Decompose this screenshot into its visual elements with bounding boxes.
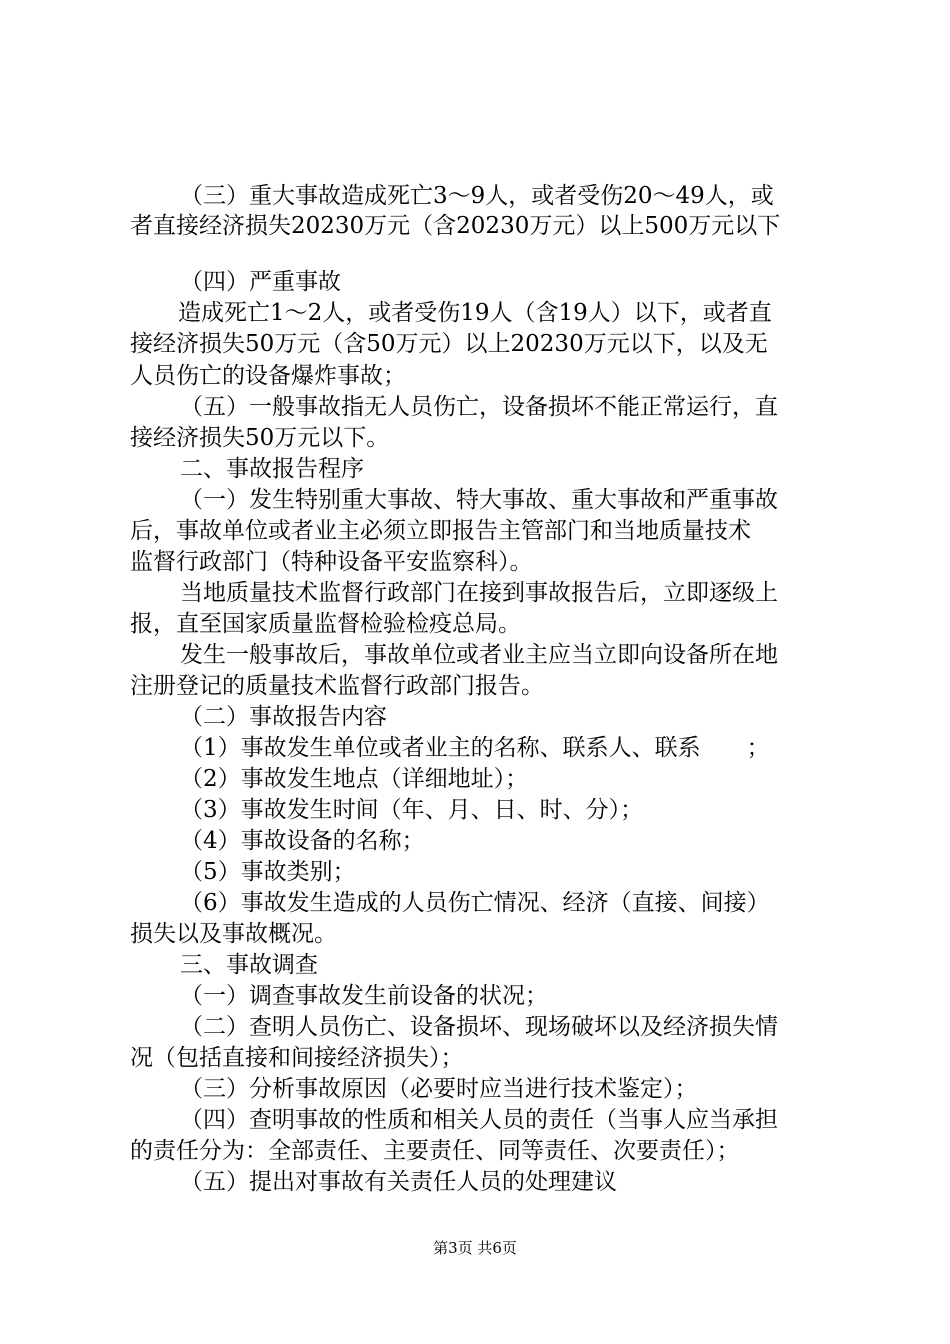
text-line: 注册登记的质量技术监督行政部门报告。 xyxy=(130,673,544,699)
text-line: （三）重大事故造成死亡3～9人，或者受伤20～49人，或 xyxy=(180,183,774,209)
text-line: 况（包括直接和间接经济损失）； xyxy=(130,1045,464,1071)
text-line: 接经济损失50万元（含50万元）以上20230万元以下，以及无 xyxy=(130,331,768,357)
text-line: 接经济损失50万元以下。 xyxy=(130,425,390,451)
text-line: （三）分析事故原因（必要时应当进行技术鉴定）； xyxy=(180,1076,698,1102)
text-line: 者直接经济损失20230万元（含20230万元）以上500万元以下 xyxy=(130,213,781,239)
text-line: 当地质量技术监督行政部门在接到事故报告后，立即逐级上 xyxy=(180,580,778,606)
text-line: （3）事故发生时间（年、月、日、时、分）； xyxy=(180,797,644,823)
text-line: （5）事故类别； xyxy=(180,859,356,885)
text-line: 发生一般事故后，事故单位或者业主应当立即向设备所在地 xyxy=(180,642,778,668)
text-line: （一）调查事故发生前设备的状况； xyxy=(180,983,548,1009)
text-line: （五）提出对事故有关责任人员的处理建议 xyxy=(180,1169,617,1195)
text-line: 监督行政部门（特种设备平安监察科）。 xyxy=(130,549,533,575)
text-line: 的责任分为：全部责任、主要责任、同等责任、次要责任）； xyxy=(130,1138,740,1164)
text-line: （4）事故设备的名称； xyxy=(180,828,425,854)
page-footer: 第3页 共6页 xyxy=(433,1239,517,1257)
text-line: 报，直至国家质量监督检验检疫总局。 xyxy=(130,611,521,637)
text-line: （二）查明人员伤亡、设备损坏、现场破坏以及经济损失情 xyxy=(180,1014,778,1040)
text-line: 人员伤亡的设备爆炸事故； xyxy=(130,363,406,389)
section-heading: 三、事故调查 xyxy=(180,952,318,978)
text-line: 后，事故单位或者业主必须立即报告主管部门和当地质量技术 xyxy=(130,518,751,544)
text-line: （二）事故报告内容 xyxy=(180,704,387,730)
section-heading: 二、事故报告程序 xyxy=(180,456,364,482)
text-line: （五）一般事故指无人员伤亡，设备损坏不能正常运行，直 xyxy=(180,394,778,420)
text-line: 损失以及事故概况。 xyxy=(130,921,337,947)
text-line: （6）事故发生造成的人员伤亡情况、经济（直接、间接） xyxy=(180,890,770,916)
text-line: （四）严重事故 xyxy=(180,269,341,295)
text-line: 造成死亡1～2人，或者受伤19人（含19人）以下，或者直 xyxy=(178,300,772,326)
text-line: （一）发生特别重大事故、特大事故、重大事故和严重事故 xyxy=(180,487,778,513)
text-line: （四）查明事故的性质和相关人员的责任（当事人应当承担 xyxy=(180,1107,778,1133)
text-line: （2）事故发生地点（详细地址）； xyxy=(180,766,529,792)
text-line: （1）事故发生单位或者业主的名称、联系人、联系 ； xyxy=(180,735,770,761)
